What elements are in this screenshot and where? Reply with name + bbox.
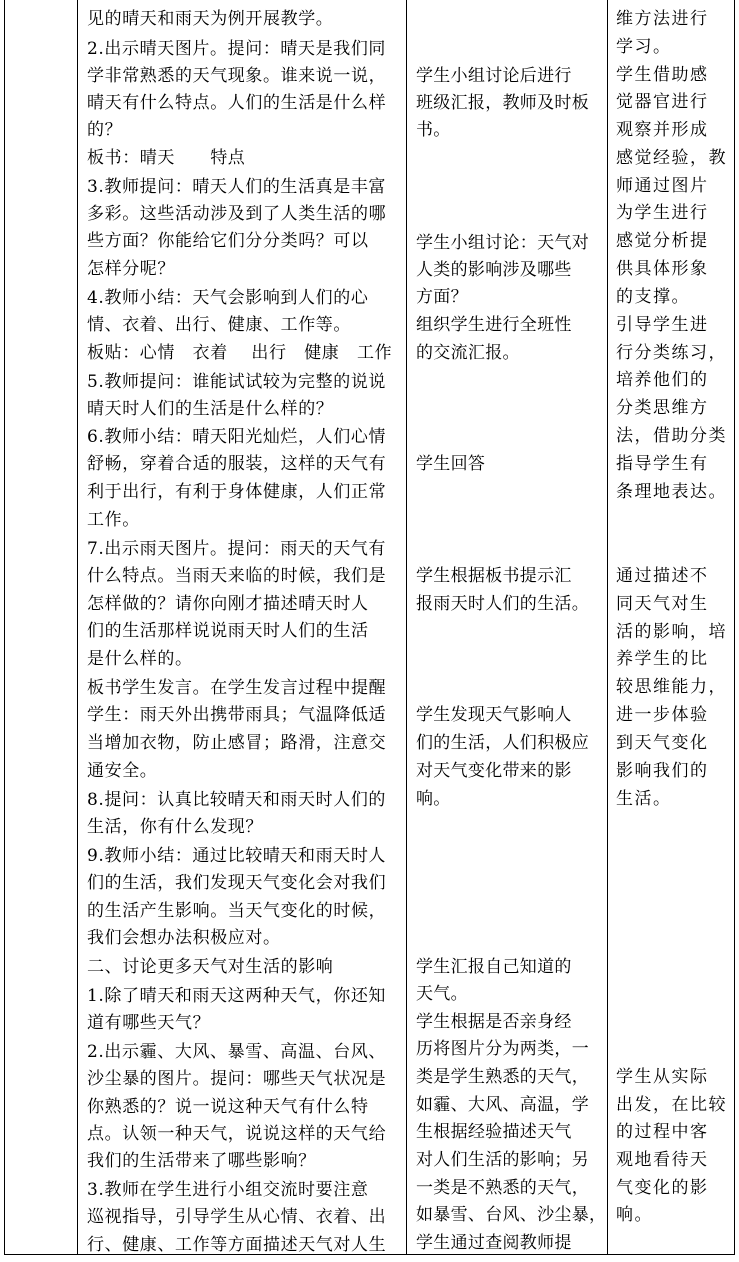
teacher-activity-line: 你熟悉的？说一说这种天气有什么特 [87,1097,369,1117]
design-intent-line: 为学生进行 [616,203,709,223]
design-intent-line: 供具体形象 [616,259,709,279]
student-activity-line: 书。 [416,120,451,140]
student-activity-line: 的交流汇报。 [416,343,520,363]
design-intent-line: 培养他们的 [616,370,709,390]
design-intent-line: 学生从实际 [616,1067,709,1087]
design-intent-line: 条理地表达。 [616,482,727,502]
teacher-activity-line: 板书学生发言。在学生发言过程中提醒 [87,678,387,698]
teacher-activity-line: 9.教师小结：通过比较晴天和雨天时人 [87,846,387,866]
teacher-activity-line: 学非常熟悉的天气现象。谁来说一说， [87,66,387,86]
teacher-activity-line: 4.教师小结：天气会影响到人们的心 [87,288,369,308]
student-activity-line: 组织学生进行全班性 [416,315,572,335]
teacher-activity-column [77,0,406,1255]
teacher-activity-line: 沙尘暴的图片。提问：哪些天气状况是 [87,1069,387,1089]
design-intent-line: 指导学生有 [616,454,709,474]
teacher-activity-line: 板书：晴天 特点 [87,148,246,168]
design-intent-line: 法，借助分类 [616,426,727,446]
teacher-activity-line: 舒畅，穿着合适的服装，这样的天气有 [87,454,387,474]
design-intent-line: 较思维能力， [616,677,727,697]
student-activity-line: 学生根据是否亲身经 [416,1012,572,1032]
student-activity-line: 班级汇报，教师及时板 [416,93,589,113]
design-intent-line: 养学生的比 [616,649,709,669]
student-activity-line: 对天气变化带来的影 [416,761,572,781]
teacher-activity-line: 工作。 [87,510,140,530]
teacher-activity-line: 的？ [87,120,123,140]
teacher-activity-line: 8.提问：认真比较晴天和雨天时人们的 [87,790,387,810]
design-intent-line: 生活。 [616,789,672,809]
design-intent-line: 觉器官进行 [616,92,709,112]
teacher-activity-line: 的生活产生影响。当天气变化的时候， [87,901,387,921]
design-intent-line: 感觉分析提 [616,231,709,251]
teacher-activity-line: 2.出示晴天图片。提问：晴天是我们同 [87,39,387,59]
design-intent-line: 出发，在比较 [616,1095,727,1115]
design-intent-line: 观察并形成 [616,120,709,140]
teacher-activity-line: 5.教师提问：谁能试试较为完整的说说 [87,372,387,392]
teacher-activity-line: 巡视指导，引导学生从心情、衣着、出 [87,1207,387,1227]
design-intent-line: 师通过图片 [616,176,709,196]
teacher-activity-line: 怎样分呢？ [87,259,175,279]
teacher-activity-line: 板贴：心情 衣着 出行 健康 工作 [87,343,393,363]
student-activity-line: 如暴雪、台风、沙尘暴， [416,1205,607,1225]
design-intent-line: 到天气变化 [616,733,709,753]
teacher-activity-line: 7.出示雨天图片。提问：雨天的天气有 [87,539,387,559]
design-intent-line: 引导学生进 [616,315,709,335]
teacher-activity-line: 我们的生活带来了哪些影响？ [87,1151,316,1171]
student-activity-line: 学生小组讨论后进行 [416,66,572,86]
teacher-activity-line: 当增加衣物，防止感冒；路滑，注意交 [87,733,387,753]
teacher-activity-line: 怎样做的？请你向刚才描述晴天时人 [87,594,369,614]
design-intent-line: 维方法进行 [616,9,709,29]
design-intent-line: 的支撑。 [616,287,690,307]
student-activity-line: 生根据经验描述天气 [416,1122,572,1142]
teacher-activity-line: 我们会想办法积极应对。 [87,928,281,948]
teacher-activity-line: 3.教师在学生进行小组交流时要注意 [87,1180,369,1200]
teacher-activity-line: 多彩。这些活动涉及到了人类生活的哪 [87,204,387,224]
teacher-activity-line: 1.除了晴天和雨天这两种天气，你还知 [87,986,387,1006]
teacher-activity-line: 晴天时人们的生活是什么样的？ [87,399,334,419]
student-activity-line: 学生小组讨论：天气对 [416,233,589,253]
student-activity-line: 方面？ [416,287,468,307]
design-intent-line: 分类思维方 [616,398,709,418]
design-intent-line: 响。 [616,1205,653,1225]
student-activity-line: 一类是不熟悉的天气， [416,1178,589,1198]
design-intent-line: 行分类练习， [616,343,727,363]
student-activity-column [406,0,607,1255]
design-intent-line: 学习。 [616,37,672,57]
teacher-activity-line: 6.教师小结：晴天阳光灿烂，人们心情 [87,427,387,447]
student-activity-line: 报雨天时人们的生活。 [416,594,589,614]
design-intent-line: 观地看待天 [616,1150,709,1170]
student-activity-line: 学生回答 [416,454,486,474]
teacher-activity-line: 见的晴天和雨天为例开展教学。 [87,9,334,29]
table-border-left [4,0,5,1255]
teacher-activity-line: 们的生活，我们发现天气变化会对我们 [87,873,387,893]
design-intent-line: 感觉经验，教 [616,148,727,168]
teacher-activity-line: 是什么样的。 [87,649,193,669]
teacher-activity-line: 利于出行，有利于身体健康，人们正常 [87,482,387,502]
teacher-activity-line: 们的生活那样说说雨天时人们的生活 [87,621,369,641]
teacher-activity-line: 通安全。 [87,761,158,781]
student-activity-line: 响。 [416,789,451,809]
student-activity-line: 人类的影响涉及哪些 [416,260,572,280]
teacher-activity-line: 晴天有什么特点。人们的生活是什么样 [87,93,387,113]
student-activity-line: 如霾、大风、高温，学 [416,1095,589,1115]
student-activity-line: 对人们生活的影响；另 [416,1150,589,1170]
student-activity-line: 学生通过查阅教师提 [416,1233,572,1253]
teacher-activity-line: 什么特点。当雨天来临的时候，我们是 [87,566,387,586]
design-intent-line: 进一步体验 [616,705,709,725]
design-intent-line: 影响我们的 [616,761,709,781]
teacher-activity-line: 生活，你有什么发现？ [87,817,263,837]
teacher-activity-line: 2.出示霾、大风、暴雪、高温、台风、 [87,1042,387,1062]
teacher-activity-line: 些方面？你能给它们分分类吗？可以 [87,231,369,251]
student-activity-line: 天气。 [416,984,468,1004]
teacher-activity-line: 道有哪些天气？ [87,1013,211,1033]
design-intent-line: 的过程中客 [616,1122,709,1142]
table-border-right [734,0,735,1255]
student-activity-line: 学生根据板书提示汇 [416,566,572,586]
student-activity-line: 类是学生熟悉的天气， [416,1067,589,1087]
teacher-activity-line: 情、衣着、出行、健康、工作等。 [87,315,351,335]
student-activity-line: 历将图片分为两类，一 [416,1039,589,1059]
teacher-activity-line: 3.教师提问：晴天人们的生活真是丰富 [87,177,387,197]
design-intent-line: 通过描述不 [616,566,709,586]
design-intent-column [607,0,734,1255]
design-intent-line: 同天气对生 [616,594,709,614]
design-intent-line: 活的影响，培 [616,622,727,642]
teacher-activity-line: 点。认领一种天气，说说这样的天气给 [87,1124,387,1144]
design-intent-line: 气变化的影 [616,1178,709,1198]
student-activity-line: 学生汇报自己知道的 [416,957,572,977]
teacher-activity-line: 行、健康、工作等方面描述天气对人生 [87,1235,387,1255]
student-activity-line: 学生发现天气影响人 [416,705,572,725]
design-intent-line: 学生借助感 [616,65,709,85]
teacher-activity-line: 学生：雨天外出携带雨具；气温降低适 [87,705,387,725]
student-activity-line: 们的生活，人们积极应 [416,733,589,753]
teacher-activity-line: 二、讨论更多天气对生活的影响 [87,957,334,977]
